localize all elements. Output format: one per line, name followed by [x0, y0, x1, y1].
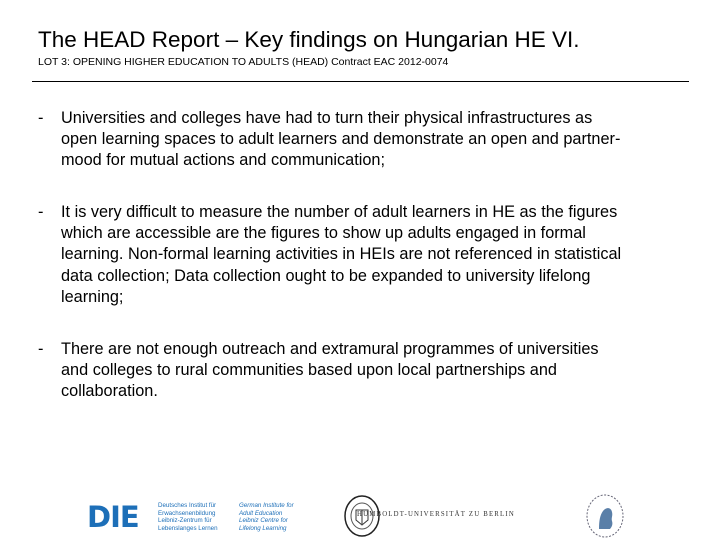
bullet-line: learning. Non-formal learning activities in HEIs are not referenced in statistical	[61, 245, 622, 264]
die-text-line: Adult Education	[239, 509, 283, 517]
die-german-text	[158, 502, 218, 532]
humboldt-seal-icon	[585, 493, 625, 539]
bullet-line: and colleges to rural communities based upon local partnerships and	[61, 361, 557, 380]
die-english-text	[239, 502, 294, 532]
bullet-line: open learning spaces to adult learners and demonstrate an open and partner-	[61, 130, 621, 149]
bullet-item	[38, 108, 620, 172]
die-text-line: Lifelong Learning	[239, 524, 287, 532]
die-text-line: Leibniz Centre for	[239, 517, 288, 525]
die-text-line: Erwachsenenbildung	[158, 509, 216, 517]
bullet-line: Universities and colleges have had to turn their physical infrastructures as	[61, 109, 593, 127]
bullet-item	[38, 202, 621, 308]
slide-title: The HEAD Report – Key findings on Hungarian HE VI.	[38, 27, 580, 52]
bullet-line: There are not enough outreach and extramural programmes of universities	[61, 340, 599, 358]
bullet-line: data collection; Data collection ought to be expanded to university lifelong	[61, 266, 591, 285]
die-logo: DIE	[87, 500, 139, 534]
die-text-line: German Institute for	[239, 502, 294, 509]
bullet-marker: -	[38, 109, 44, 127]
humboldt-wordmark: HUMBOLDT-UNIVERSITÄT ZU BERLIN	[357, 511, 515, 518]
bullet-item	[38, 339, 599, 403]
die-text-line: Deutsches Institut für	[158, 502, 217, 509]
header-divider	[32, 81, 689, 82]
bullet-line: collaboration.	[61, 382, 158, 401]
die-text-line: Leibniz-Zentrum für	[158, 517, 212, 525]
bullet-marker: -	[38, 203, 44, 221]
bullet-marker: -	[38, 340, 44, 358]
bullet-line: learning;	[61, 287, 124, 306]
die-text-line: Lebenslanges Lernen	[158, 524, 218, 532]
slide-subtitle: LOT 3: OPENING HIGHER EDUCATION TO ADULTS (HEAD) Contract EAC 2012-0074	[38, 56, 449, 68]
bullet-line: which are accessible are the figures to show up adults engaged in formal	[61, 224, 586, 243]
bullet-line: mood for mutual actions and communication;	[61, 151, 385, 170]
bullet-line: It is very difficult to measure the number of adult learners in HE as the figures	[61, 203, 618, 221]
